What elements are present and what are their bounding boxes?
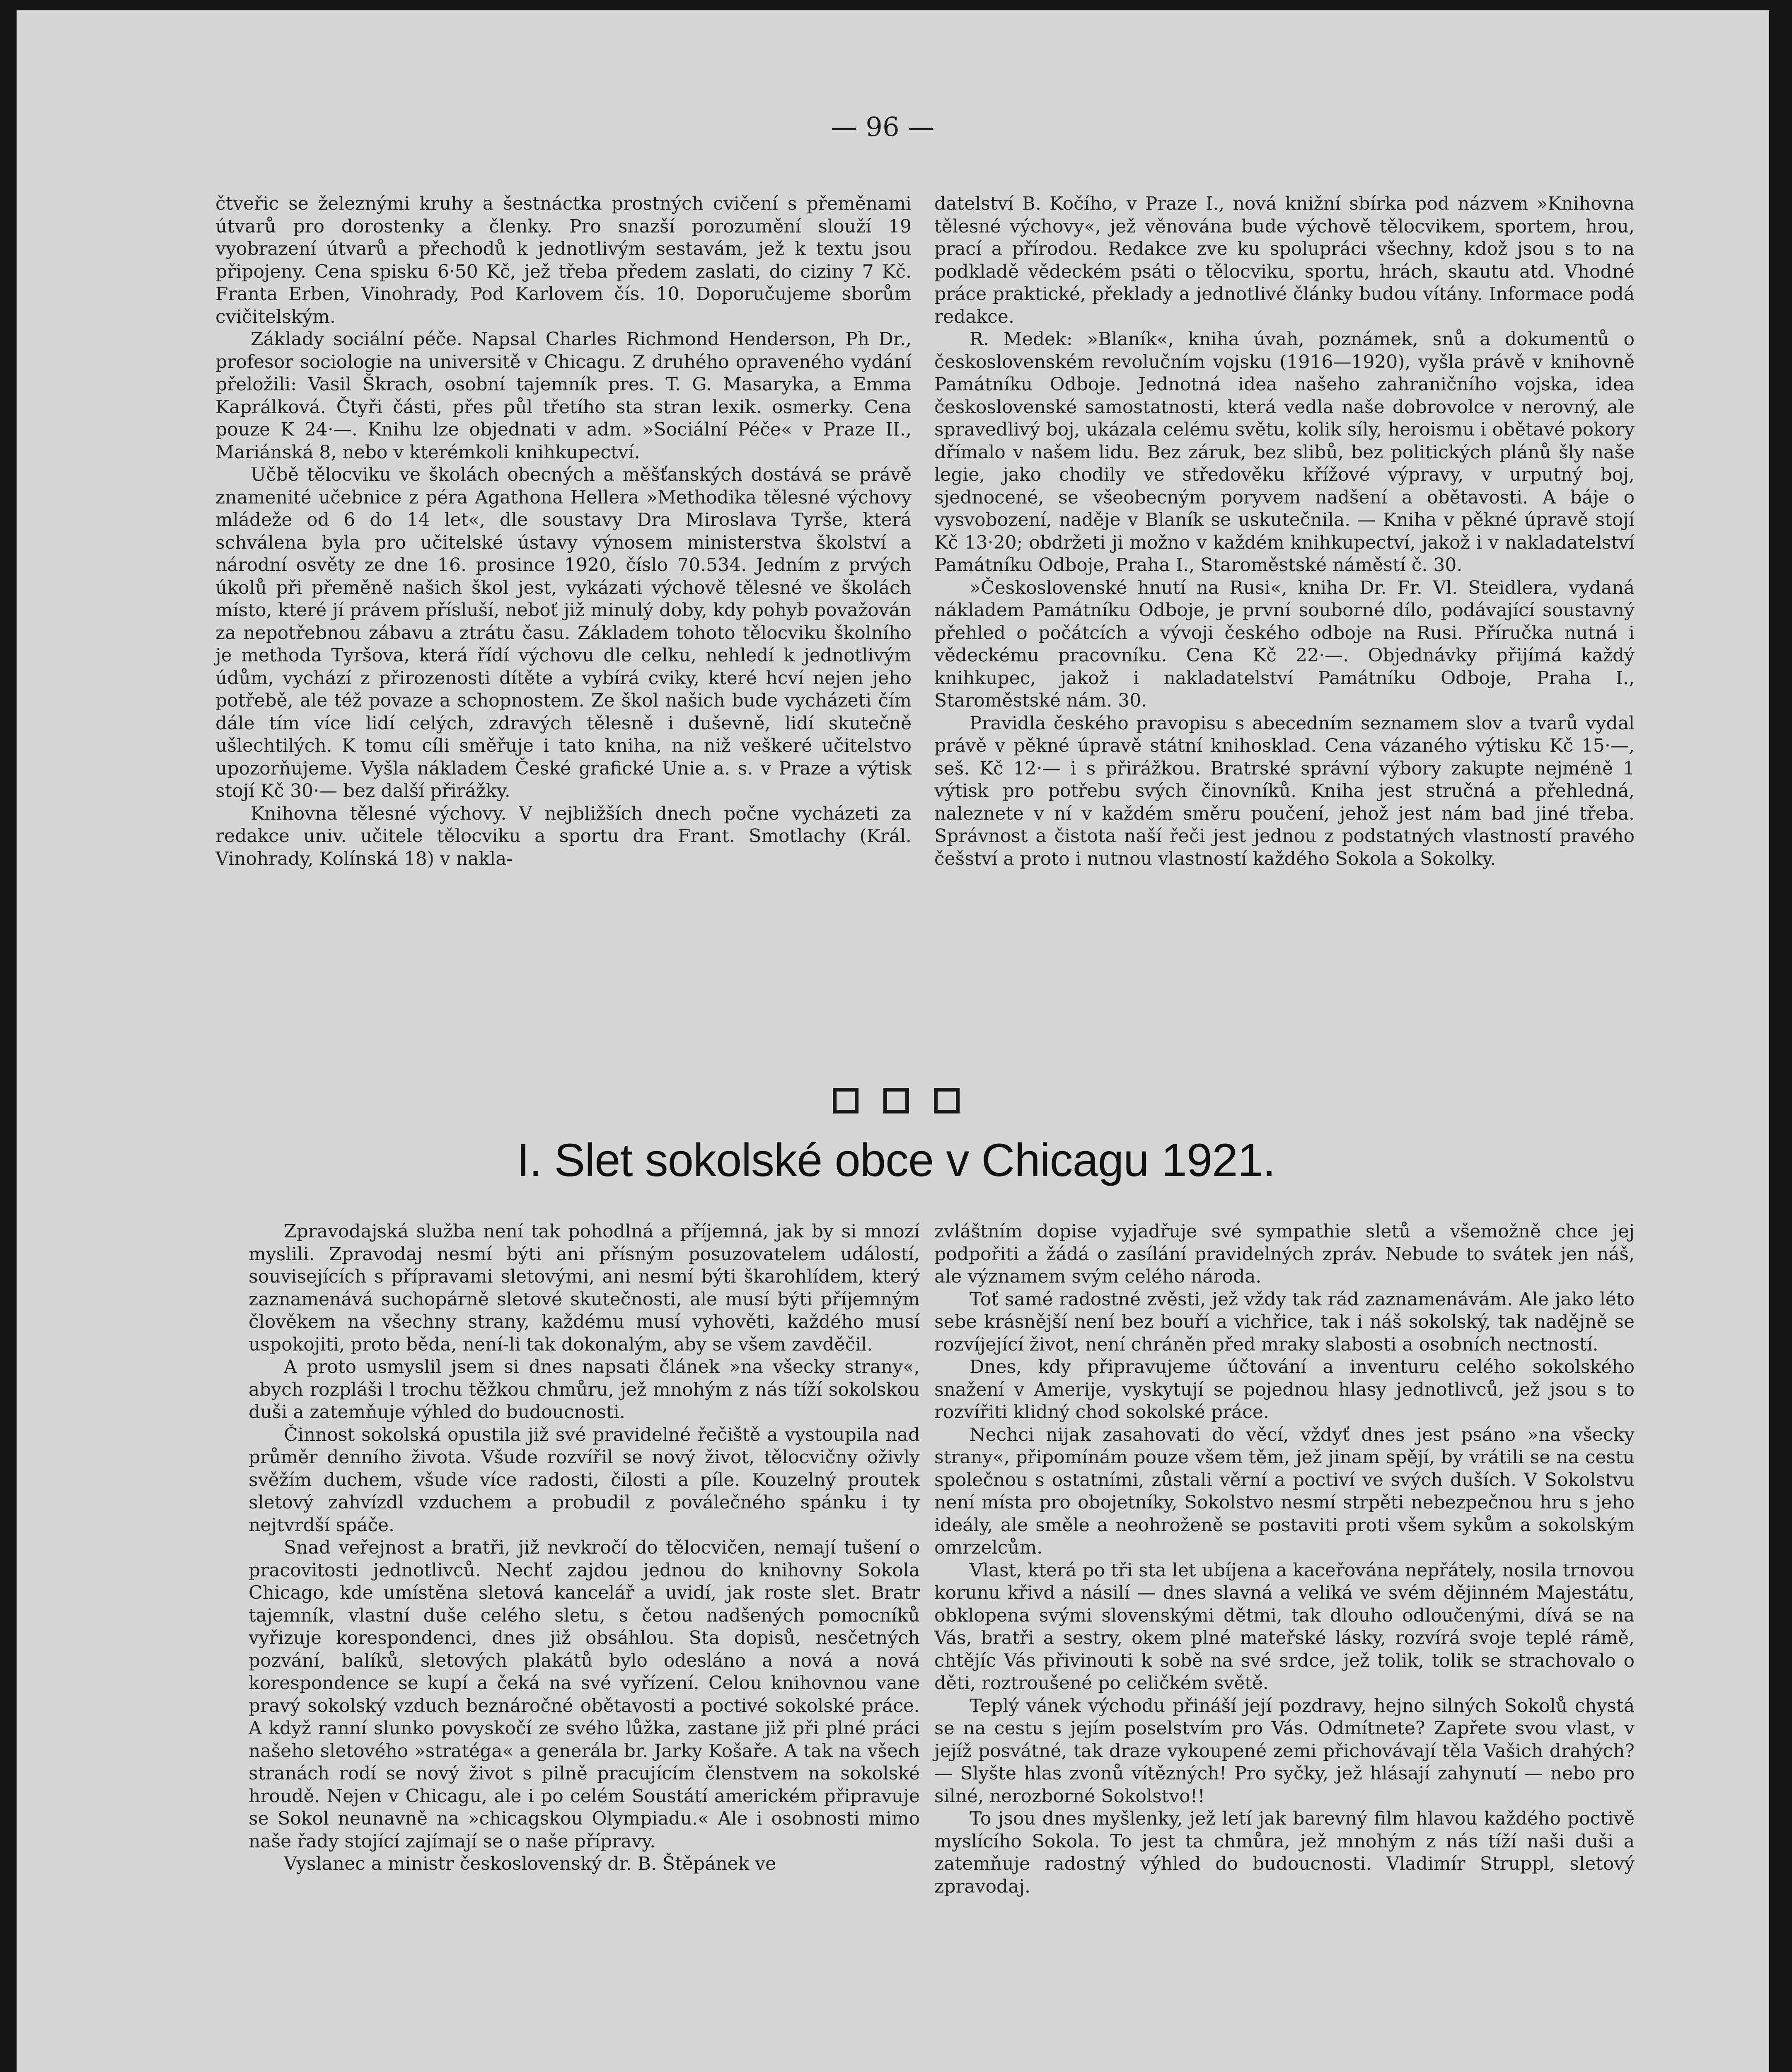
- article-paragraph: Vlast, která po tři sta let ubíjena a kaceřována nepřátely, nosila trnovou korunu křivd a násilí — dnes slavná a veliká ve svém dějinném Majestátu, obklopena svými slovenskými dětmi, tak dlouho odloučenými, dívá se na Vás, bratři a sestry, okem plné mateřské lásky, rozvírá svoje teplé rámě, chtějíc Vás přivinouti k sobě na své srdce, jež tolik, tolik se strachovalo o děti, roztroušené po celičkém světě.: [934, 1559, 1635, 1694]
- article-paragraph: To jsou dnes myšlenky, jež letí jak barevný film hlavou každého poctivě myslícího Sokola. To jest ta chmůra, jež mnohým z nás tíží naši duši a zatemňuje radostný výhled do budoucnosti. Vladimír Struppl, sletový zpravodaj.: [934, 1808, 1635, 1897]
- article-column-right: [934, 1220, 1635, 1898]
- article-title: I. Slet sokolské obce v Chicagu 1921.: [517, 1134, 1275, 1186]
- article-paragraph: Toť samé radostné zvěsti, jež vždy tak rád zaznamenávám. Ale jako léto sebe krásnější není bez bouří a vichřice, tak i náš sokolský, tak nadějně se rozvíjející život, není chráněn před mraky slabosti a osobních nectností.: [934, 1288, 1635, 1355]
- article-paragraph: Činnost sokolská opustila již své pravidelné řečiště a vystoupila nad průměr denního života. Všude rozvířil se nový život, tělocvičny oživly svěžím duchem, všude více radosti, čilosti a píle. Kouzelný proutek sletový zahvízdl vzduchem a probudil z poválečného spánku i ty nejtvrdší spáče.: [249, 1424, 920, 1536]
- article-paragraph: Vyslanec a ministr československý dr. B. Štěpánek ve: [284, 1853, 776, 1874]
- notices-column-left: [215, 193, 912, 870]
- divider-square: [883, 1088, 909, 1113]
- article-paragraph: Teplý vánek východu přináší její pozdravy, hejno silných Sokolů chystá se na cestu s jejím poselstvím pro Vás. Odmítnete? Zapřete svou vlast, v jejíž posvátné, tak draze vykoupené zemi přichovávají těla Vašich drahých? — Slyšte hlas zvonů vítězných! Pro syčky, jež hlásají zahynutí — nebo pro silné, nerozborné Sokolstvo!!: [934, 1695, 1635, 1807]
- notice-paragraph: datelství B. Kočího, v Praze I., nová knižní sbírka pod názvem »Knihovna tělesné výchovy«, jež věnována bude výchově tělocvikem, sportem, hrou, prací a přírodou. Redakce zve ku spolupráci všechny, kdož jsou s to na podkladě vědeckém psáti o tělocviku, sportu, hrách, skautu atd. Vhodné práce praktické, překlady a jednotlivé články budou vítány. Informace podá redakce.: [934, 193, 1635, 327]
- article-paragraph: zvláštním dopise vyjadřuje své sympathie sletů a všemožně chce jej podpořiti a žádá o zasílání pravidelných zpráv. Nebude to svátek jen náš, ale významem svým celého národa.: [934, 1221, 1635, 1287]
- section-divider: [0, 1088, 1792, 1115]
- notice-paragraph: Pravidla českého pravopisu s abecedním seznamem slov a tvarů vydal právě v pěkné úpravě státní knihosklad. Cena vázaného výtisku Kč 15·—, seš. Kč 12·— i s přirážkou. Bratrské správní výbory zakupte nejméně 1 výtisk pro potřebu svých činovníků. Kniha jest stručná a přehledná, naleznete v ní v každém směru poučení, jehož jest nám bad jiné třeba. Správnost a čistota naší řeči jest jednou z podstatných vlastností pravého češství a proto i nutnou vlastností každého Sokola a Sokolky.: [934, 712, 1635, 869]
- article-paragraph: Dnes, kdy připravujeme účtování a inventuru celého sokolského snažení v Amerije, vyskytují se pojednou hlasy jednotlivců, jež jsou s to rozvířiti klidný chod sokolské práce.: [934, 1356, 1635, 1423]
- notice-paragraph: Učbě tělocviku ve školách obecných a měšťanských dostává se právě znamenité učebnice z péra Agathona Hellera »Methodika tělesné výchovy mládeže od 6 do 14 let«, dle soustavy Dra Miroslava Tyrše, která schválena byla pro učitelské ústavy výnosem ministerstva školství a národní osvěty ze dne 16. prosince 1920, číslo 70.534. Jedním z prvých úkolů při přeměně našich škol jest, vykázati výchově tělesné ve školách místo, které jí právem přísluší, neboť již minulý doby, kdy pohyb považován za nepotřebnou zábavu a ztrátu času. Základem tohoto tělocviku školního je methoda Tyršova, která řídí výchovu dle celku, nehledí k jednotlivým údům, vychází z přirozenosti dítěte a vybírá cviky, které hcví nejen jeho potřebě, ale též povaze a schopnostem. Ze škol našich bude vycházeti čím dále tím více lidí celých, zdravých tělesně i duševně, lidí skutečně ušlechtilých. K tomu cíli směřuje i tato kniha, na niž veškeré učitelstvo upozorňujeme. Vyšla nákladem České grafické Unie a. s. v Praze a výtisk stojí Kč 30·— bez další přirážky.: [215, 464, 912, 801]
- article-column-left: [249, 1220, 920, 1876]
- article-paragraph: Nechci nijak zasahovati do věcí, vždyť dnes jest psáno »na všecky strany«, připomínám pouze všem těm, jež jinam spějí, by vrátili se na cestu společnou s ostatními, zůstali věrní a poctiví ve svých duších. V Sokolstvu není místa pro obojetníky, Sokolstvo nesmí strpěti nebezpečnou hru s jeho ideály, ale směle a neohroženě se postaviti proti všem sykům a sokolským omrzelcům.: [934, 1424, 1635, 1558]
- divider-square: [833, 1088, 859, 1113]
- article-paragraph: Zpravodajská služba není tak pohodlná a příjemná, jak by si mnozí myslili. Zpravodaj nesmí býti ani přísným posuzovatelem událostí, souvisejících s přípravami sletovými, ani nesmí býti škarohlídem, který zaznamenává suchopárně sletové skutečnosti, ale musí býti příjemným člověkem na všechny strany, každému musí vyhověti, každého musí uspokojiti, proto běda, není-li tak dokonalým, aby se všem zavděčil.: [249, 1221, 920, 1355]
- notice-paragraph: R. Medek: »Blaník«, kniha úvah, poznámek, snů a dokumentů o československém revolučním vojsku (1916—1920), vyšla právě v knihovně Památníku Odboje. Jednotná idea našeho zahraničního vojska, idea československé samostatnosti, která vedla naše dobrovolce v nerovný, ale spravedlivý boj, ukázala celému světu, kolik síly, heroismu i obětavé pokory dřímalo v našem lidu. Bez záruk, bez slibů, bez politických plánů šly naše legie, jako chodily ve středověku křížové výpravy, v urputný boj, sjednocené, se všeobecným poryvem nadšení a obětavosti. A báje o vysvobození, naděje v Blaník se uskutečnila. — Kniha v pěkné úpravě stojí Kč 13·20; obdržeti ji možno v každém knihkupectví, jakož i v nakladatelství Památníku Odboje, Praha I., Staroměstské náměstí č. 30.: [934, 329, 1635, 576]
- page-number: — 96 —: [830, 112, 935, 143]
- notice-paragraph: čtveřic se železnými kruhy a šestnáctka prostných cvičení s přeměnami útvarů pro dorostenky a členky. Pro snazší porozumění slouží 19 vyobrazení útvarů a přechodů k jednotlivým sestavám, jež k textu jsou připojeny. Cena spisku 6·50 Kč, jež třeba předem zaslati, do ciziny 7 Kč. Franta Erben, Vinohrady, Pod Karlovem čís. 10. Doporučujeme sborům cvičitelským.: [215, 193, 912, 327]
- divider-square: [934, 1088, 960, 1113]
- notices-column-right: [934, 193, 1635, 870]
- notice-paragraph: Základy sociální péče. Napsal Charles Richmond Henderson, Ph Dr., profesor sociologie na universitě v Chicagu. Z druhého opraveného vydání přeložili: Vasil Škrach, osobní tajemník pres. T. G. Masaryka, a Emma Kaprálková. Čtyři části, přes půl třetího sta stran lexik. osmerky. Cena pouze K 24·—. Knihu lze objednati v adm. »Sociální Péče« v Praze II., Mariánská 8, nebo v kterémkoli knihkupectví.: [215, 329, 912, 463]
- notice-paragraph: Knihovna tělesné výchovy. V nejbližších dnech počne vycházeti za redakce univ. učitele tělocviku a sportu dra Frant. Smotlachy (Král. Vinohrady, Kolínská 18) v nakla-: [215, 803, 912, 869]
- article-paragraph: A proto usmyslil jsem si dnes napsati článek »na všecky strany«, abych rozpláši l trochu těžkou chmůru, jež mnohým z nás tíží sokolskou duši a zatemňuje výhled do budoucnosti.: [249, 1356, 920, 1423]
- article-paragraph: Snad veřejnost a bratři, již nevkročí do tělocvičen, nemají tušení o pracovitosti jednotlivců. Nechť zajdou jednou do knihovny Sokola Chicago, kde umístěna sletová kancelář a uvidí, jak roste slet. Bratr tajemník, vlastní duše celého sletu, s četou nadšených pomocníků vyřizuje korespondenci, dnes již obsáhlou. Sta dopisů, nesčetných pozvání, balíků, sletových plakátů bylo odesláno a nová a nová korespondence se kupí a čeká na své vyřízení. Celou knihovnou vane pravý sokolský vzduch beznáročné obětavosti a poctivé sokolské práce. A když ranní slunko povyskočí ze svého lůžka, zastane již při plné práci našeho sletového »stratéga« a generála br. Jarky Košaře. A tak na všech stranách rodí se nový život s pilně pracujícím členstvem na sokolské hroudě. Nejen v Chicagu, ale i po celém Soustátí americkém připravuje se Sokol neunavně na »chicagskou Olympiadu.« Ale i osobnosti mimo naše řady stojící zajímají se o naše přípravy.: [249, 1537, 920, 1852]
- notice-paragraph: »Československé hnutí na Rusi«, kniha Dr. Fr. Vl. Steidlera, vydaná nákladem Památníku Odboje, je první souborné dílo, podávající soustavný přehled o počátcích a vývoji českého odboje na Rusi. Příručka nutná i vědeckému pracovníku. Cena Kč 22·—. Objednávky přijímá každý knihkupec, jakož i nakladatelství Památníku Odboje, Praha I., Staroměstské nám. 30.: [934, 577, 1635, 711]
